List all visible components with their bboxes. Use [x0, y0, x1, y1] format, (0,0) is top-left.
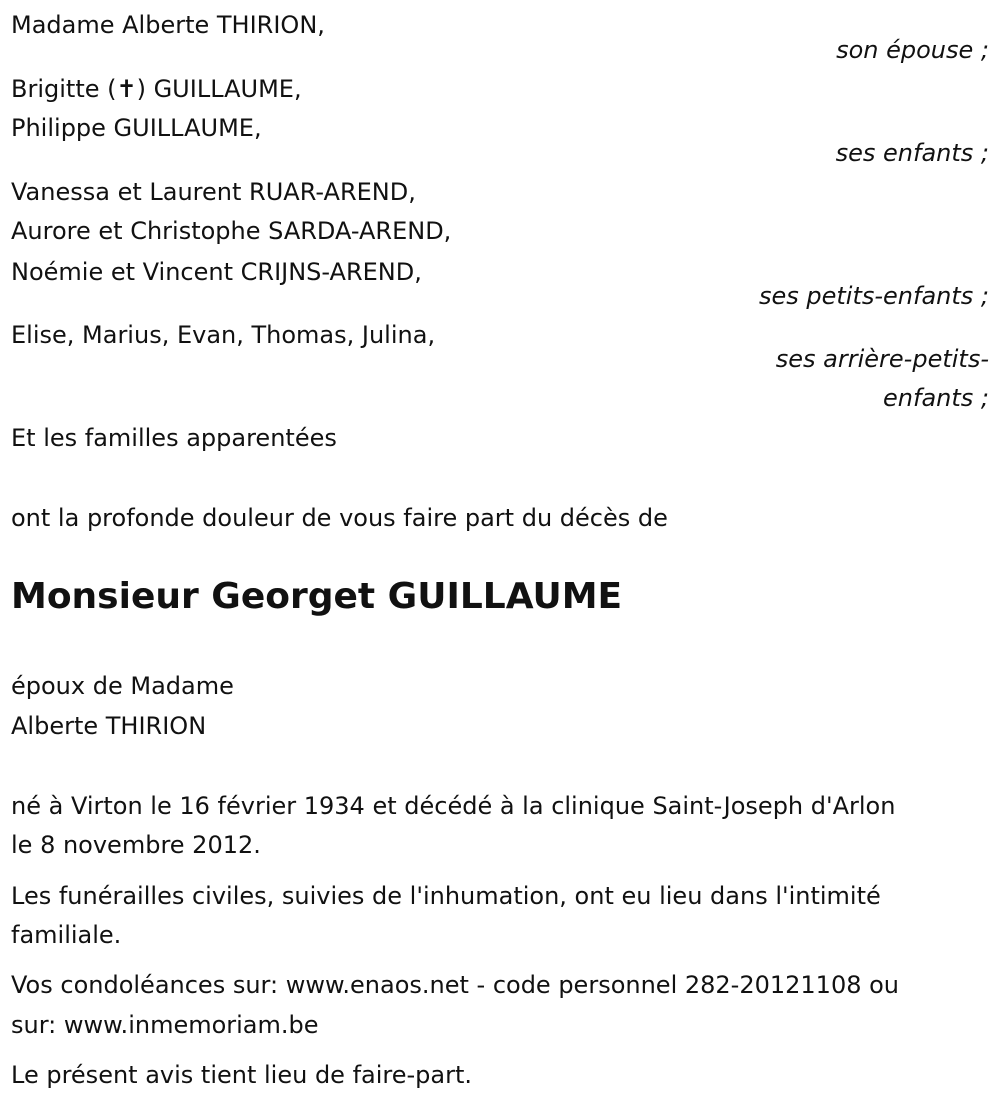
grandchild-name: Vanessa et Laurent RUAR-AREND, — [11, 178, 416, 206]
great-grandchildren-relation: ses arrière-petits- — [775, 345, 989, 373]
funeral-line: familiale. — [11, 921, 122, 949]
spouse-relation: son épouse ; — [836, 36, 989, 64]
grandchild-name: Aurore et Christophe SARDA-AREND, — [11, 217, 452, 245]
condolences-line: sur: www.inmemoriam.be — [11, 1011, 319, 1039]
grandchild-name: Noémie et Vincent CRIJNS-AREND, — [11, 258, 422, 286]
spouse-of-line: époux de Madame — [11, 672, 234, 700]
notice-text: Le présent avis tient lieu de faire-part. — [11, 1061, 473, 1089]
child-name: Brigitte (✝) GUILLAUME, — [11, 75, 302, 103]
great-grandchild-names: Elise, Marius, Evan, Thomas, Julina, — [11, 321, 436, 349]
deceased-name: Monsieur Georget GUILLAUME — [11, 576, 623, 617]
spouse-name: Madame Alberte THIRION, — [11, 11, 325, 39]
spouse-of-line: Alberte THIRION — [11, 712, 207, 740]
related-families: Et les familles apparentées — [11, 424, 337, 452]
child-name: Philippe GUILLAUME, — [11, 114, 262, 142]
birth-death-line: né à Virton le 16 février 1934 et décédé à la clinique Saint-Joseph d'Arlon — [11, 792, 896, 820]
grandchildren-relation: ses petits-enfants ; — [758, 282, 989, 310]
condolences-line: Vos condoléances sur: www.enaos.net - code personnel 282-20121108 ou — [11, 971, 900, 999]
announcement-text: ont la profonde douleur de vous faire part du décès de — [11, 504, 668, 532]
birth-death-line: le 8 novembre 2012. — [11, 831, 261, 859]
children-relation: ses enfants ; — [835, 139, 989, 167]
great-grandchildren-relation: enfants ; — [883, 384, 989, 412]
funeral-line: Les funérailles civiles, suivies de l'inhumation, ont eu lieu dans l'intimité — [11, 882, 881, 910]
